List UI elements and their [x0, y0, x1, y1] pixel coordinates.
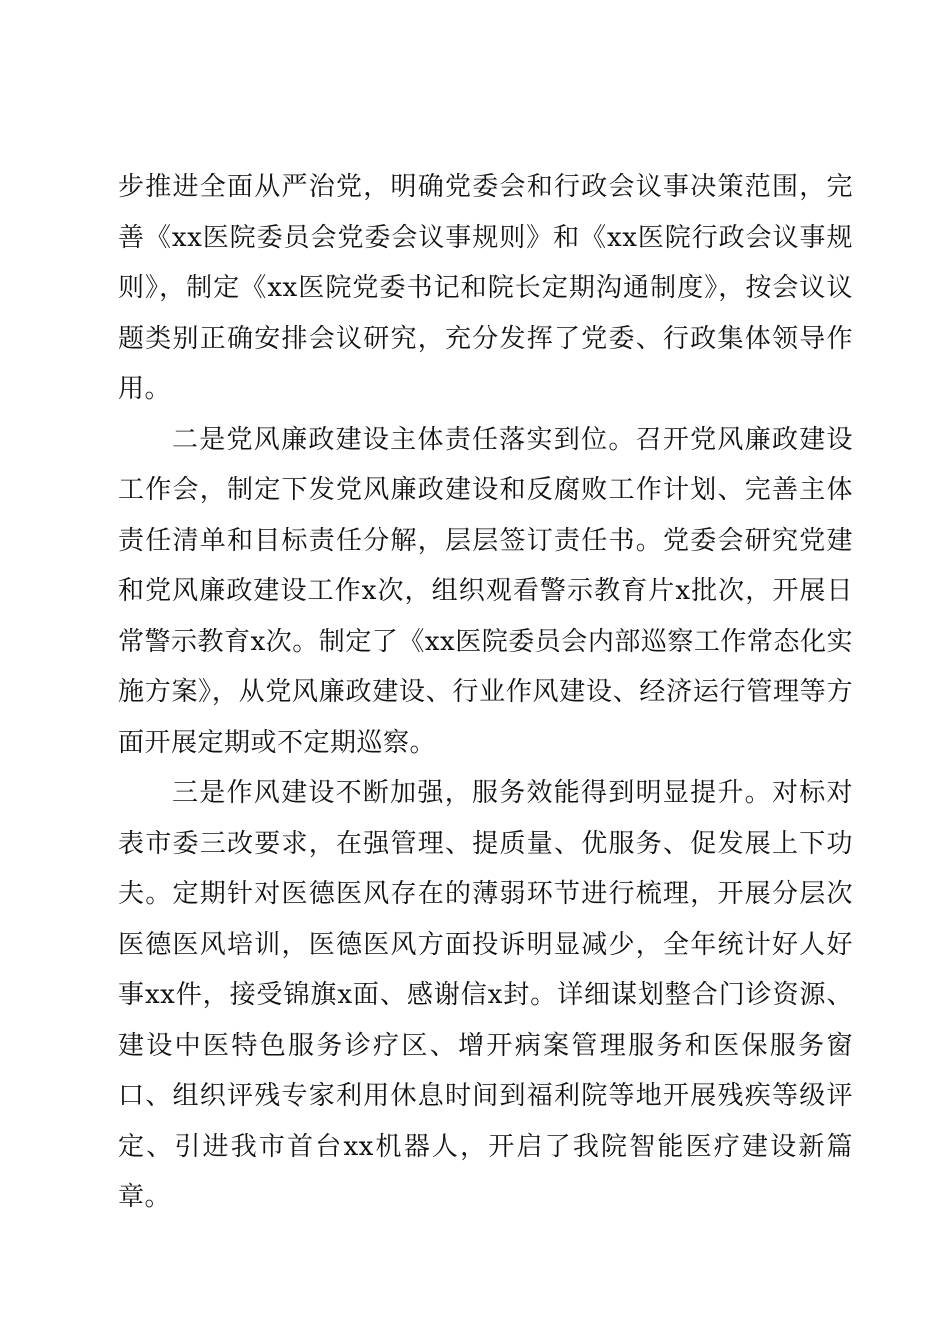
- document-body: [118, 162, 853, 1223]
- paragraph-point-three: 三是作风建设不断加强，服务效能得到明显提升。对标对表市委三改要求，在强管理、提质量、优服务、促发展上下功夫。定期针对医德医风存在的薄弱环节进行梳理，开展分层次医德医风培训，医德医风方面投诉明显减少，全年统计好人好事xx件，接受锦旗x面、感谢信x封。详细谋划整合门诊资源、建设中医特色服务诊疗区、增开病案管理服务和医保服务窗口、组织评残专家利用休息时间到福利院等地开展残疾等级评定、引进我市首台xx机器人，开启了我院智能医疗建设新篇章。: [118, 778, 853, 1212]
- paragraph-continued: 步推进全面从严治党，明确党委会和行政会议事决策范围，完善《xx医院委员会党委会议事规则》和《xx医院行政会议事规则》，制定《xx医院党委书记和院长定期沟通制度》，按会议议题类别正确安排会议研究，充分发挥了党委、行政集体领导作用。: [118, 172, 853, 404]
- paragraph-point-two: 二是党风廉政建设主体责任落实到位。召开党风廉政建设工作会，制定下发党风廉政建设和反腐败工作计划、完善主体责任清单和目标责任分解，层层签订责任书。党委会研究党建和党风廉政建设工作x次，组织观看警示教育片x批次，开展日常警示教育x次。制定了《xx医院委员会内部巡察工作常态化实施方案》，从党风廉政建设、行业作风建设、经济运行管理等方面开展定期或不定期巡察。: [118, 424, 853, 758]
